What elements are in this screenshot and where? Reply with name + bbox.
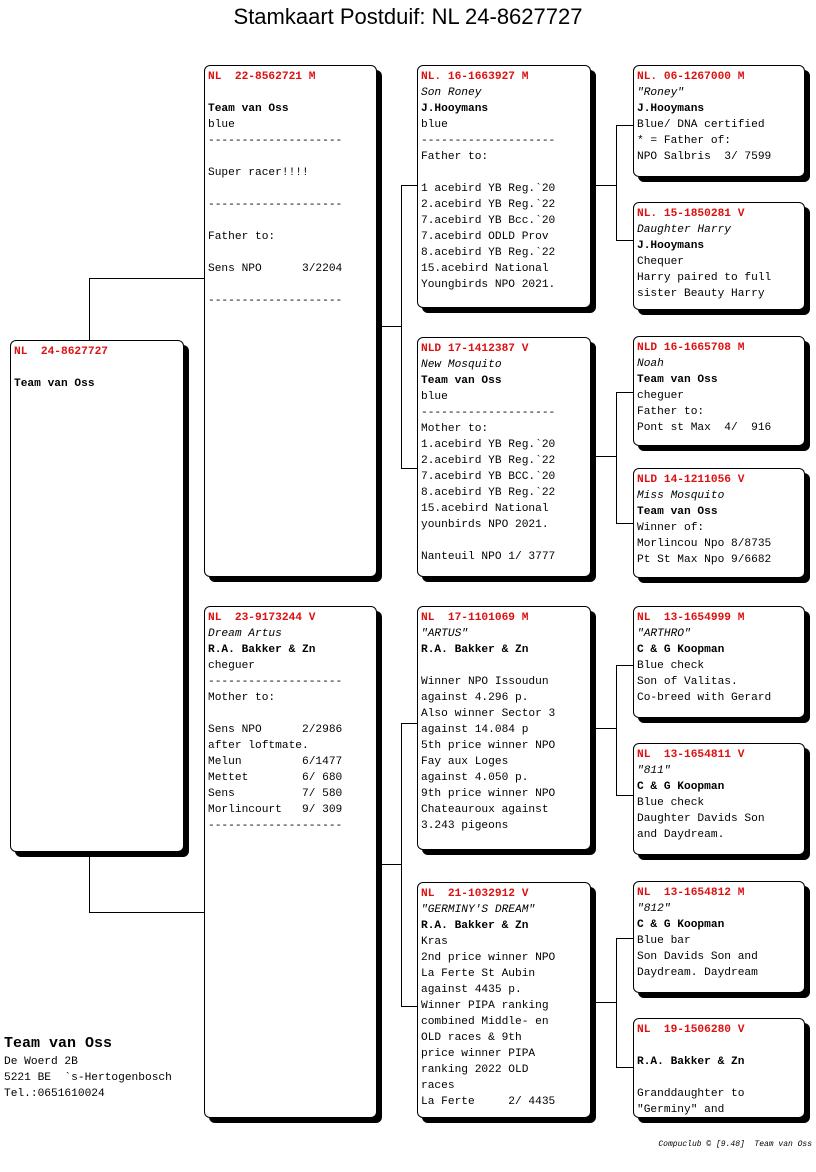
card-line — [208, 149, 376, 165]
card-line: cheguer — [637, 390, 684, 402]
pigeon-card-dam-dam[interactable] — [417, 882, 591, 1118]
card-line: R.A. Bakker & Zn — [637, 1056, 745, 1068]
card-line: -------------------- — [208, 295, 343, 307]
card-line — [208, 181, 376, 197]
connector-line — [616, 1067, 633, 1068]
card-line: Pt St Max Npo 9/6682 — [637, 554, 772, 566]
pigeon-card-sire-sire-sire[interactable] — [633, 65, 805, 177]
card-line: Sens 7/ 580 — [208, 788, 343, 800]
owner-street: De Woerd 2B — [4, 1056, 78, 1068]
ring-number: NL 22-8562721 M — [208, 71, 316, 83]
connector-line — [616, 795, 633, 796]
pigeon-card-sire[interactable] — [204, 65, 377, 577]
card-line: 9th price winner NPO — [421, 788, 556, 800]
card-line: "ARTHRO" — [637, 628, 691, 640]
connector-line — [616, 392, 617, 523]
pigeon-card-subject[interactable] — [10, 340, 184, 852]
connector-line — [616, 392, 633, 393]
card-line — [421, 533, 590, 549]
pigeon-card-sire-dam-dam[interactable] — [633, 468, 805, 578]
card-line: 1 acebird YB Reg.`20 — [421, 183, 556, 195]
card-line: -------------------- — [421, 407, 556, 419]
card-line: Daughter Davids Son — [637, 813, 765, 825]
card-line: 8.acebird YB Reg.`22 — [421, 247, 556, 259]
card-line: Noah — [637, 358, 664, 370]
card-line: Daydream. Daydream — [637, 967, 758, 979]
card-line: ranking 2022 OLD — [421, 1064, 529, 1076]
card-line: NPO Salbris 3/ 7599 — [637, 151, 772, 163]
card-line: Winner PIPA ranking — [421, 1000, 549, 1012]
card-line: Father to: — [637, 406, 705, 418]
card-line: 15.acebird National — [421, 503, 549, 515]
card-line: J.Hooymans — [637, 103, 705, 115]
card-line: C & G Koopman — [637, 919, 725, 931]
card-line: J.Hooymans — [637, 240, 705, 252]
ring-number: NL 24-8627727 — [14, 346, 108, 358]
card-line — [208, 85, 376, 101]
card-line: * = Father of: — [637, 135, 731, 147]
card-line: blue — [421, 119, 448, 131]
card-line: "Roney" — [637, 87, 684, 99]
card-line: Sens NPO 3/2204 — [208, 263, 343, 275]
card-line: Team van Oss — [637, 506, 718, 518]
connector-line — [401, 185, 417, 186]
connector-line — [401, 1006, 417, 1007]
card-line: races — [421, 1080, 455, 1092]
card-line: Fay aux Loges — [421, 756, 509, 768]
card-line: Blue/ DNA certified — [637, 119, 765, 131]
card-line: Son of Valitas. — [637, 676, 738, 688]
card-line: sister Beauty Harry — [637, 288, 765, 300]
owner-phone: Tel.:0651610024 — [4, 1088, 105, 1100]
card-line: cheguer — [208, 660, 255, 672]
owner-block — [4, 1034, 172, 1102]
connector-line — [596, 728, 617, 729]
card-line: Father to: — [421, 151, 489, 163]
card-line — [208, 277, 376, 293]
owner-name: Team van Oss — [4, 1035, 113, 1052]
card-line: New Mosquito — [421, 359, 502, 371]
card-line: Sens NPO 2/2986 — [208, 724, 343, 736]
ring-number: NL 17-1101069 M — [421, 612, 529, 624]
card-line: Youngbirds NPO 2021. — [421, 279, 556, 291]
card-line — [421, 165, 590, 181]
card-line: 7.acebird YB BCC.`20 — [421, 471, 556, 483]
card-line: C & G Koopman — [637, 644, 725, 656]
connector-line — [89, 852, 90, 912]
connector-line — [401, 723, 417, 724]
card-line: "ARTUS" — [421, 628, 468, 640]
card-line: against 14.084 p — [421, 724, 529, 736]
connector-line — [616, 125, 617, 240]
connector-line — [596, 456, 617, 457]
card-line: La Ferte St Aubin — [421, 968, 536, 980]
card-line: Mettet 6/ 680 — [208, 772, 343, 784]
connector-line — [401, 185, 402, 468]
card-line: Kras — [421, 936, 448, 948]
card-line: R.A. Bakker & Zn — [421, 920, 529, 932]
ring-number: NL 19-1506280 V — [637, 1024, 745, 1036]
card-line: Blue check — [637, 660, 705, 672]
card-line: Miss Mosquito — [637, 490, 725, 502]
card-line: La Ferte 2/ 4435 — [421, 1096, 556, 1108]
card-line: Melun 6/1477 — [208, 756, 343, 768]
connector-line — [89, 912, 204, 913]
card-line: -------------------- — [208, 820, 343, 832]
card-line: Pont st Max 4/ 916 — [637, 422, 772, 434]
pigeon-card-sire-sire-dam[interactable] — [633, 202, 805, 310]
card-line: Super racer!!!! — [208, 167, 309, 179]
card-line — [421, 658, 590, 674]
card-line — [637, 1038, 804, 1054]
card-line: blue — [208, 119, 235, 131]
connector-line — [616, 938, 633, 939]
connector-line — [89, 278, 204, 279]
ring-number: NL. 15-1850281 V — [637, 208, 745, 220]
footer-credit: Compuclub © [9.48] Team van Oss — [658, 1140, 812, 1149]
owner-city: 5221 BE `s-Hertogenbosch — [4, 1072, 172, 1084]
card-line: Also winner Sector 3 — [421, 708, 556, 720]
card-line: Harry paired to full — [637, 272, 772, 284]
pigeon-card-sire-dam[interactable] — [417, 337, 591, 577]
connector-line — [616, 665, 617, 795]
pigeon-card-sire-sire[interactable] — [417, 65, 591, 308]
card-line: 15.acebird National — [421, 263, 549, 275]
card-line: Team van Oss — [637, 374, 718, 386]
connector-line — [616, 665, 633, 666]
card-line: C & G Koopman — [637, 781, 725, 793]
card-line: Mother to: — [421, 423, 489, 435]
connector-line — [596, 185, 617, 186]
card-line: R.A. Bakker & Zn — [208, 644, 316, 656]
card-line: Team van Oss — [14, 378, 95, 390]
connector-line — [616, 523, 633, 524]
card-line: 5th price winner NPO — [421, 740, 556, 752]
connector-line — [401, 468, 417, 469]
card-line: and Daydream. — [637, 829, 725, 841]
card-line: -------------------- — [208, 135, 343, 147]
card-line: -------------------- — [421, 135, 556, 147]
card-line: 7.acebird ODLD Prov — [421, 231, 549, 243]
card-line: Winner NPO Issoudun — [421, 676, 549, 688]
page-title: Stamkaart Postduif: NL 24-8627727 — [233, 4, 583, 29]
card-line: against 4.296 p. — [421, 692, 529, 704]
ring-number: NL. 06-1267000 M — [637, 71, 745, 83]
pigeon-card-dam-sire[interactable] — [417, 606, 591, 850]
card-line: Son Roney — [421, 87, 482, 99]
card-line: Blue bar — [637, 935, 691, 947]
ring-number: NL 21-1032912 V — [421, 888, 529, 900]
card-line: "811" — [637, 765, 671, 777]
card-line: R.A. Bakker & Zn — [421, 644, 529, 656]
card-line: "GERMINY'S DREAM" — [421, 904, 536, 916]
card-line — [637, 1070, 804, 1086]
card-line: Son Davids Son and — [637, 951, 758, 963]
connector-line — [89, 278, 90, 340]
card-line: "812" — [637, 903, 671, 915]
card-line: 7.acebird YB Bcc.`20 — [421, 215, 556, 227]
card-line: against 4.050 p. — [421, 772, 529, 784]
card-line: 8.acebird YB Reg.`22 — [421, 487, 556, 499]
card-line: Co-breed with Gerard — [637, 692, 772, 704]
card-line: 2.acebird YB Reg.`22 — [421, 199, 556, 211]
card-line: "Germiny" and — [637, 1104, 725, 1116]
card-line: 3.243 pigeons — [421, 820, 509, 832]
card-line: Nanteuil NPO 1/ 3777 — [421, 551, 556, 563]
card-line: Morlincourt 9/ 309 — [208, 804, 343, 816]
pigeon-card-dam[interactable] — [204, 606, 377, 1118]
ring-number: NL 13-1654812 M — [637, 887, 745, 899]
connector-line — [401, 723, 402, 1006]
ring-number: NLD 16-1665708 M — [637, 342, 745, 354]
card-line: Granddaughter to — [637, 1088, 745, 1100]
card-line: blue — [421, 391, 448, 403]
ring-number: NL 13-1654811 V — [637, 749, 745, 761]
connector-line — [616, 125, 633, 126]
pigeon-card-dam-dam-sire[interactable] — [633, 881, 805, 993]
card-line: Chateauroux against — [421, 804, 549, 816]
pigeon-card-dam-sire-sire[interactable] — [633, 606, 805, 718]
card-line: after loftmate. — [208, 740, 309, 752]
card-line — [208, 213, 376, 229]
ring-number: NL 13-1654999 M — [637, 612, 745, 624]
card-line: Chequer — [637, 256, 684, 268]
card-line: Mother to: — [208, 692, 276, 704]
ring-number: NLD 14-1211056 V — [637, 474, 745, 486]
card-line: Winner of: — [637, 522, 705, 534]
ring-number: NL. 16-1663927 M — [421, 71, 529, 83]
connector-line — [616, 938, 617, 1067]
card-line: J.Hooymans — [421, 103, 489, 115]
card-line: Team van Oss — [421, 375, 502, 387]
pigeon-card-dam-sire-dam[interactable] — [633, 743, 805, 855]
pigeon-card-dam-dam-dam[interactable] — [633, 1018, 805, 1118]
card-line — [14, 360, 183, 376]
card-line: Dream Artus — [208, 628, 282, 640]
card-line: younbirds NPO 2021. — [421, 519, 549, 531]
card-line: Team van Oss — [208, 103, 289, 115]
card-line: against 4435 p. — [421, 984, 522, 996]
pigeon-card-sire-dam-sire[interactable] — [633, 336, 805, 446]
card-line: -------------------- — [208, 676, 343, 688]
card-line — [208, 245, 376, 261]
card-line: Daughter Harry — [637, 224, 731, 236]
card-line: Father to: — [208, 231, 276, 243]
card-line: Morlincou Npo 8/8735 — [637, 538, 772, 550]
card-line: Blue check — [637, 797, 705, 809]
card-line: 2nd price winner NPO — [421, 952, 556, 964]
connector-line — [382, 326, 402, 327]
connector-line — [616, 240, 633, 241]
connector-line — [382, 864, 402, 865]
ring-number: NL 23-9173244 V — [208, 612, 316, 624]
card-line: -------------------- — [208, 199, 343, 211]
card-line: 1.acebird YB Reg.`20 — [421, 439, 556, 451]
card-line: price winner PIPA — [421, 1048, 536, 1060]
connector-line — [596, 1002, 617, 1003]
card-line: combined Middle- en — [421, 1016, 549, 1028]
card-line — [208, 706, 376, 722]
ring-number: NLD 17-1412387 V — [421, 343, 529, 355]
card-line: OLD races & 9th — [421, 1032, 522, 1044]
card-line: 2.acebird YB Reg.`22 — [421, 455, 556, 467]
